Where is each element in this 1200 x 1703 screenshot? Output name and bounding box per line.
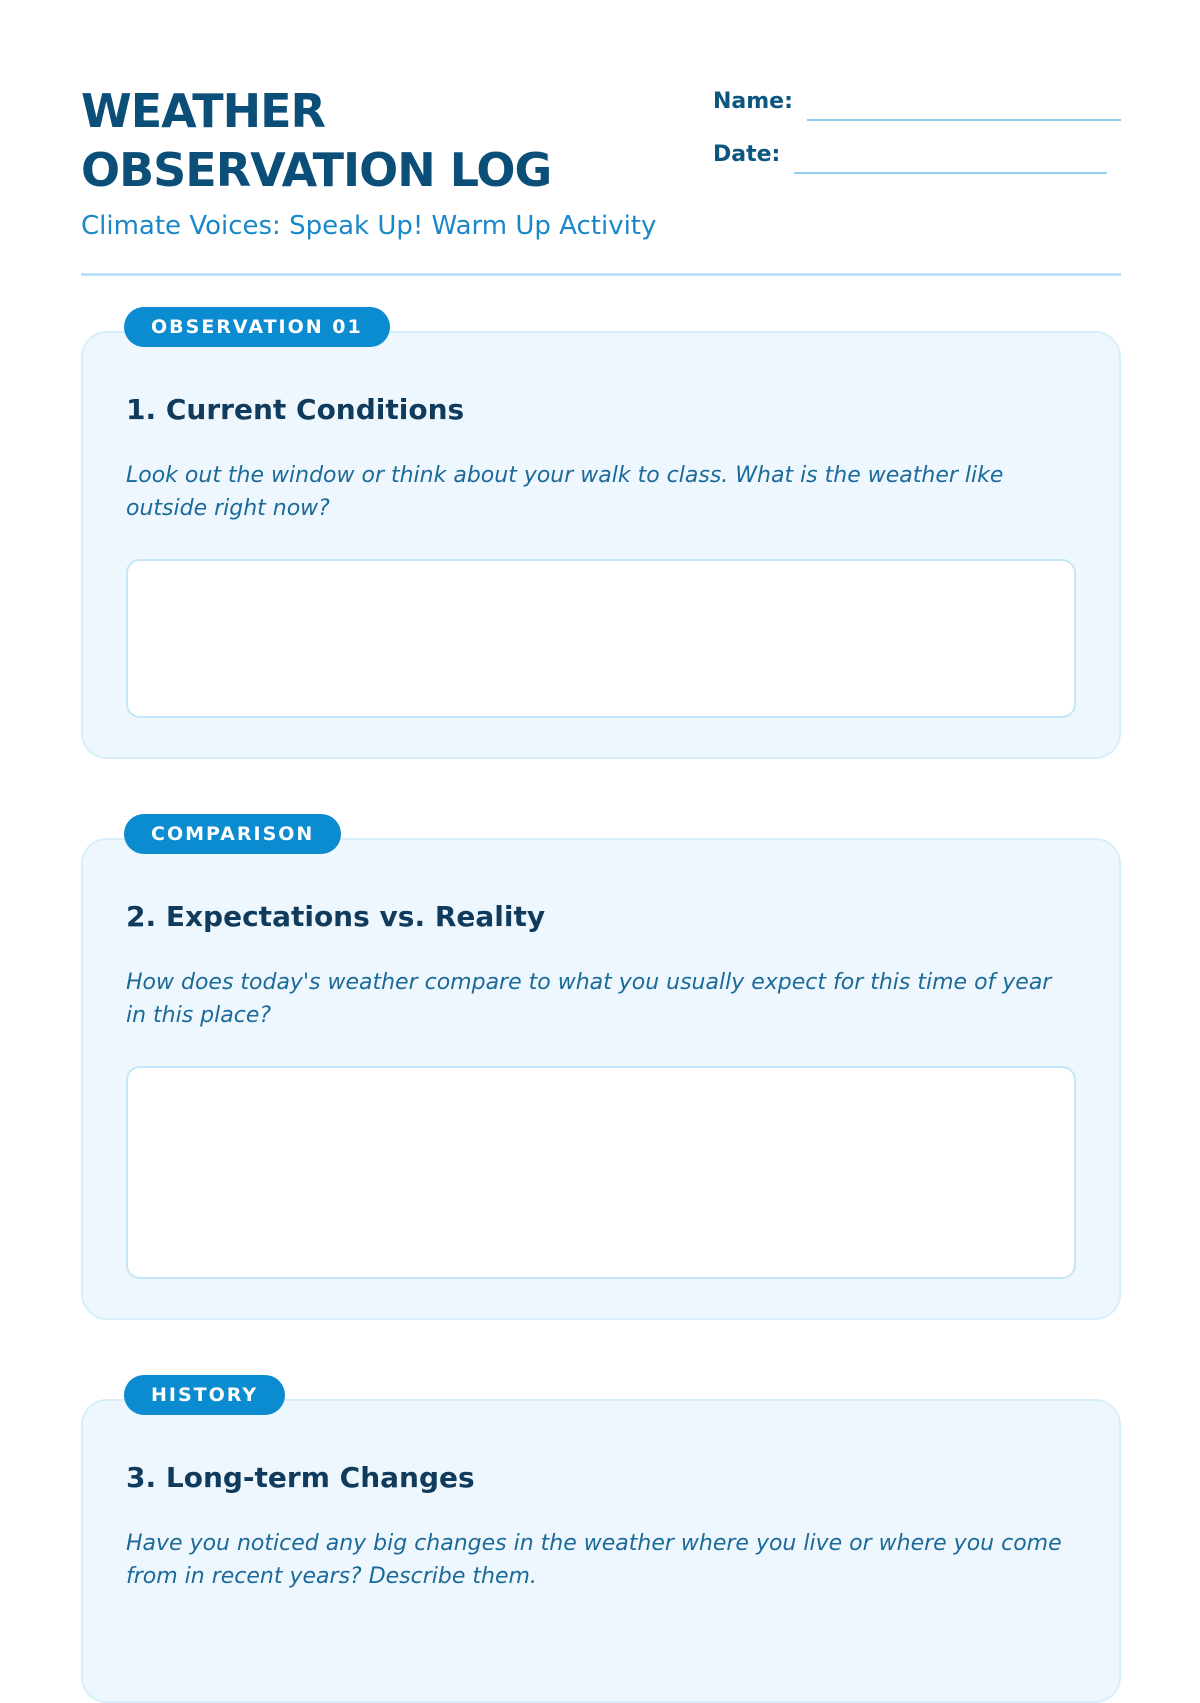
date-field-row [713,139,1121,169]
question-prompt-3: Have you noticed any big changes in the weather where you live or where you come from in recent years? Describe them. [126,1531,1062,1589]
name-field-row [713,86,1121,116]
page-title [81,82,551,200]
header-divider [81,273,1121,276]
question-prompt-2: How does today's weather compare to what you usually expect for this time of year in this place? [126,970,1052,1028]
name-label: Name: [713,89,793,114]
question-card-3 [81,1399,1121,1703]
question-card-2 [81,838,1121,1320]
section-tag-observation: OBSERVATION 01 [124,307,390,347]
page-title-line-1: WEATHER [81,84,325,138]
name-field[interactable] [807,119,1121,121]
section-tag-comparison: COMPARISON [124,814,341,854]
worksheet-header [81,82,1121,276]
question-heading-1: 1. Current Conditions [126,393,465,426]
question-heading-3: 3. Long-term Changes [126,1461,475,1494]
date-field[interactable] [794,172,1107,174]
page-subtitle: Climate Voices: Speak Up! Warm Up Activity [81,211,657,241]
date-label: Date: [713,142,781,167]
page-title-line-2: OBSERVATION LOG [81,143,552,197]
section-tag-history: HISTORY [124,1375,285,1415]
answer-box-1[interactable] [126,559,1076,718]
student-info-fields [713,86,1121,192]
question-prompt-1: Look out the window or think about your walk to class. What is the weather like outside right now? [126,463,1004,521]
answer-box-2[interactable] [126,1066,1076,1279]
question-heading-2: 2. Expectations vs. Reality [126,900,546,933]
question-card-1 [81,331,1121,759]
